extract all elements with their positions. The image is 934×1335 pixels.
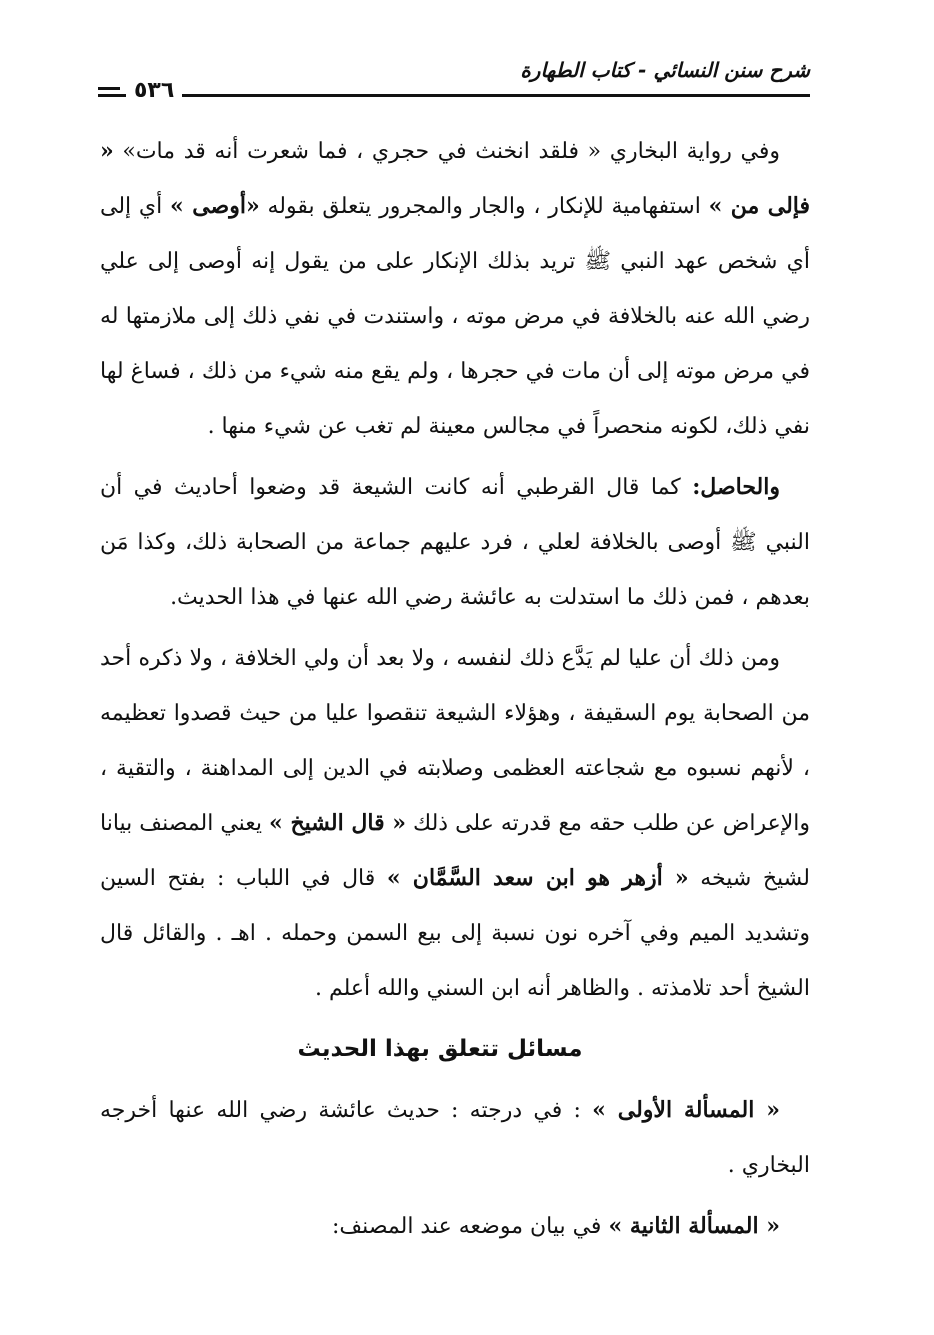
paragraph-1: وفي رواية البخاري « فلقد انخنث في حجري ، فما شعرت أنه قد مات» « فإلى من » استفهامية للإنكار ، والجار والمجرور يتعلق بقوله «أوصى » أي إلى أي شخص عهد النبي ﷺ تريد بذلك الإنكار على من يقول إنه أوصى إلى علي رضي الله عنه بالخلافة في مرض موته ، واستندت في نفي ذلك إلى ملازمتها له في مرض موته إلى أن مات في حجرها ، ولم يقع منه شيء من ذلك ، فساغ لها نفي ذلك، لكونه منحصراً في مجالس معينة لم تغب عن شيء منها .: [100, 138, 810, 439]
header-dash: [98, 87, 120, 90]
page-number: ٥٣٦: [126, 78, 182, 103]
section-heading: مسائل تتعلق بهذا الحديث: [297, 1036, 583, 1062]
running-header: [98, 54, 810, 103]
header-rule: [98, 94, 810, 97]
body-text: [100, 124, 810, 1260]
paragraph-4: « المسألة الأولى » : في درجته : حديث عائشة رضي الله عنها أخرجه البخاري .: [100, 1097, 810, 1178]
paragraph-2: والحاصل: كما قال القرطبي أنه كانت الشيعة قد وضعوا أحاديث في أن النبي ﷺ أوصى بالخلافة لعلي ، فرد عليهم جماعة من الصحابة ذلك، وكذا مَن بعدهم ، فمن ذلك ما استدلت به عائشة رضي الله عنها في هذا الحديث.: [100, 474, 810, 610]
header-title: شرح سنن النسائي - كتاب الطهارة: [520, 58, 810, 82]
paragraph-5: « المسألة الثانية » في بيان موضعه عند المصنف:: [332, 1213, 780, 1239]
paragraph-3: ومن ذلك أن عليا لم يَدَّع ذلك لنفسه ، ولا بعد أن ولي الخلافة ، ولا ذكره أحد من الصحابة يوم السقيفة ، وهؤلاء الشيعة تنقصوا عليا من حيث قصدوا تعظيمه ، لأنهم نسبوه مع شجاعته العظمى وصلابته في الدين إلى المداهنة ، والتقية ، والإعراض عن طلب حقه مع قدرته على ذلك « قال الشيخ » يعني المصنف بيانا لشيخ شيخه « أزهر هو ابن سعد السَّمَّان » قال في اللباب : بفتح السين وتشديد الميم وفي آخره نون نسبة إلى بيع السمن وحمله . اهـ . والقائل قال الشيخ أحد تلامذته . والظاهر أنه ابن السني والله أعلم .: [100, 646, 811, 1001]
